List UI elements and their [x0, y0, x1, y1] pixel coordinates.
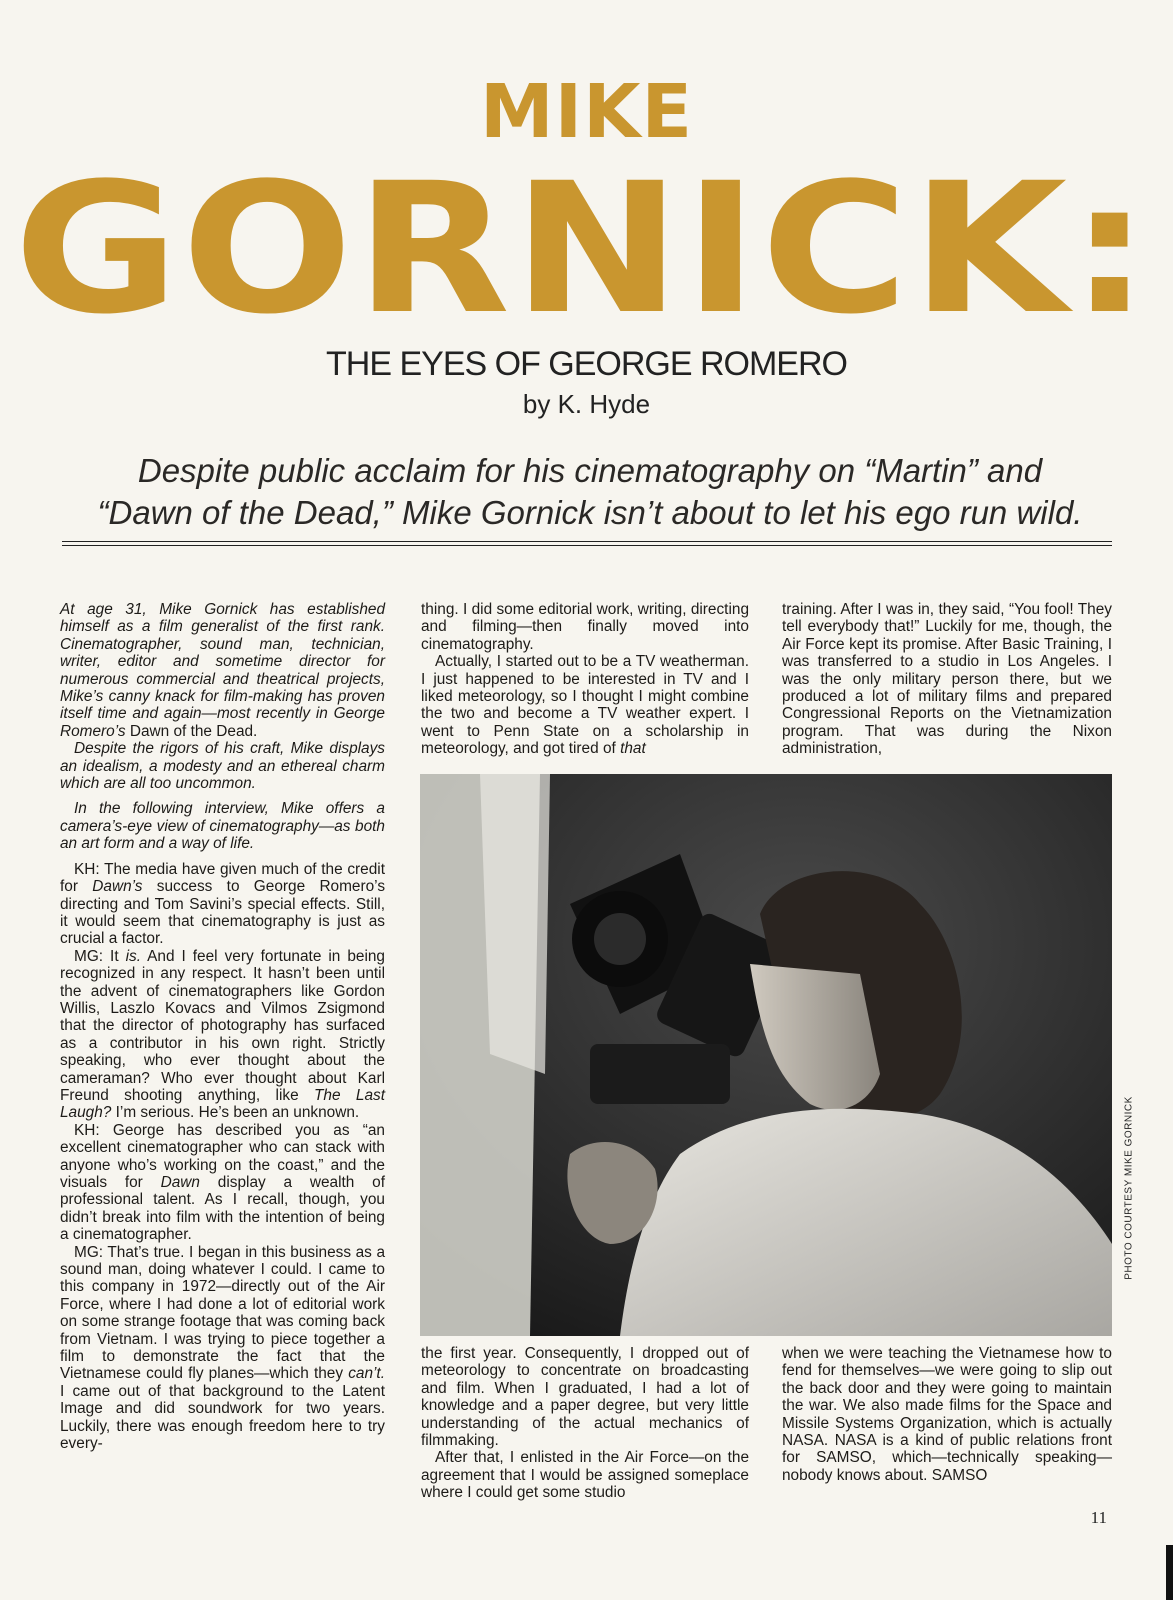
column-3-bottom: [782, 1345, 1112, 1484]
column-1: [60, 601, 385, 1453]
col3-paragraph-2: when we were teaching the Vietnamese how to fend for themselves—we were going to slip out the back door and they were going to maintain the war. We also made films for the Space and Missile Systems Organization, which is actually NASA. NASA is a kind of public relations front for SAMSO, which—technically speaking—nobody knows about. SAMSO: [782, 1345, 1112, 1484]
article-deck: [60, 450, 1120, 534]
cameraman-photo-illustration: [420, 774, 1112, 1336]
col3-paragraph-1: training. After I was in, they said, “You fool! They tell everybody that!” Luckily for me, though, the Air Force kept its promise. After Basic Training, I was transferred to a studio in Los Angeles. I was the only military person there, but we produced a lot of military films and prepared Congressional Reports on the Vietnamization program. That was during the Nixon administration,: [782, 601, 1112, 758]
deck-line-2: “Dawn of the Dead,” Mike Gornick isn’t about to let his ego run wild.: [97, 494, 1083, 531]
divider-rule-top: [62, 541, 1112, 542]
intro-paragraph-2: Despite the rigors of his craft, Mike displays an idealism, a modesty and an ethereal charm which are all too uncommon.: [60, 740, 385, 793]
article-subtitle: THE EYES OF GEORGE ROMERO: [326, 345, 847, 383]
page-number: 11: [1090, 1508, 1107, 1527]
intro-paragraph-1: At age 31, Mike Gornick has established himself as a film generalist of the first rank. Cinematographer, sound man, technician, writer, editor and sometime director for numerous commercial and theatrical projects, Mike’s canny knack for film-making has proven itself time and again—most recently in George Romero’s Dawn of the Dead.: [60, 601, 385, 740]
headline-last-name: GORNICK:: [13, 145, 1153, 354]
headline-first-name: MIKE: [479, 69, 694, 155]
col2-paragraph-4: After that, I enlisted in the Air Force—on the agreement that I would be assigned someplace where I could get some studio: [421, 1449, 749, 1502]
divider-rule-bottom: [62, 545, 1112, 546]
answer-2: MG: That’s true. I began in this business as a sound man, doing whatever I could. I came to this company in 1972—directly out of the Air Force, where I had done a lot of editorial work on some strange footage that was coming back from Vietnam. I was trying to piece together a film to demonstrate the fact that the Vietnamese could fly planes—which they can’t. I came out of that background to the Latent Image and did soundwork for two years. Luckily, there was enough freedom here to try every-: [60, 1243, 385, 1453]
col2-paragraph-3: the first year. Consequently, I dropped out of meteorology to concentrate on broadcasting and film. When I graduated, I had a lot of knowledge and a paper degree, but very little understanding of the actual mechanics of filmmaking.: [421, 1345, 749, 1450]
col2-paragraph-1: thing. I did some editorial work, writing, directing and filming—then finally moved into cinematography.: [421, 601, 749, 653]
page-edge-mark: [1166, 1545, 1173, 1600]
column-2-top: [421, 601, 749, 758]
deck-line-1: Despite public acclaim for his cinematography on “Martin” and: [137, 452, 1043, 489]
cameraman-photo: [420, 774, 1112, 1336]
byline: by K. Hyde: [522, 389, 651, 419]
question-2: KH: George has described you as “an excellent cinematographer who can stack with anyone who’s working on the coast,” and the visuals for Dawn display a wealth of professional talent. As I recall, though, you didn’t break into film with the intention of being a cinematographer.: [60, 1121, 386, 1244]
intro-paragraph-3: In the following interview, Mike offers a camera’s-eye view of cinematography—as both an art form and a way of life.: [60, 800, 385, 853]
answer-1: MG: It is. And I feel very fortunate in being recognized in any respect. It hasn’t been until the advent of cinematographers like Gordon Willis, Laszlo Kovacs and Vilmos Zsigmond that the director of photography has surfaced as a contributor in his own right. Strictly speaking, who ever thought about the cameraman? Who ever thought about Karl Freund shooting anything, like The Last Laugh? I’m serious. He’s been an unknown.: [60, 947, 385, 1122]
question-1: KH: The media have given much of the credit for Dawn’s success to George Romero’s directing and Tom Savini’s special effects. Still, it would seem that cinematography is just as crucial a factor.: [60, 860, 386, 948]
column-2-bottom: [421, 1345, 749, 1502]
photo-credit: PHOTO COURTESY MIKE GORNICK: [1123, 1096, 1135, 1280]
col2-paragraph-2: Actually, I started out to be a TV weatherman. I just happened to be interested in TV and I liked meteorology, so I thought I might combine the two and become a TV weather expert. I went to Penn State on a scholarship in meteorology, and got tired of that: [421, 653, 749, 758]
column-3-top: [782, 601, 1112, 758]
